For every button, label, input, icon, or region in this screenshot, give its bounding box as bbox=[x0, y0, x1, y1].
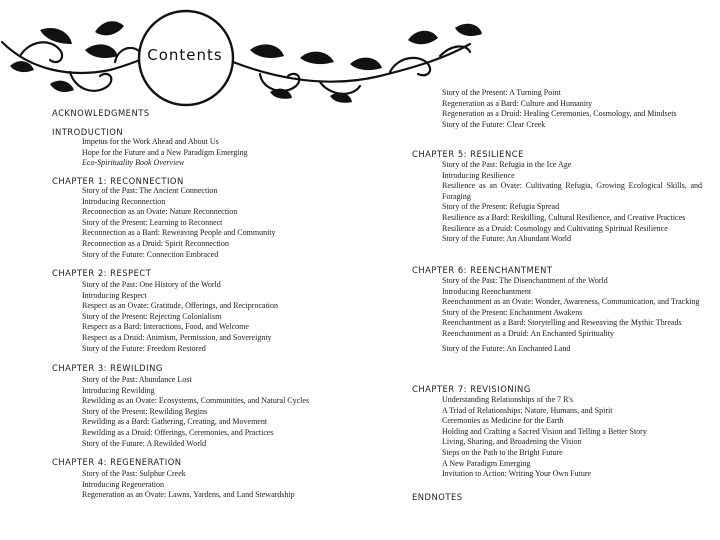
toc-entry: Story of the Present: A Turning Point bbox=[442, 88, 561, 97]
section-items bbox=[82, 137, 352, 169]
toc-entry: Hope for the Future and a New Paradigm Emerging bbox=[82, 147, 248, 157]
toc-entry: Story of the Future: Clear Creek bbox=[442, 119, 546, 129]
section-items bbox=[442, 160, 702, 245]
section-heading: CHAPTER 7: REVISIONING bbox=[412, 384, 531, 394]
toc-entry: Introducing Reenchantment bbox=[442, 286, 532, 296]
toc-entry: Respect as an Ovate: Gratitude, Offerings, and Reciprocation bbox=[82, 301, 279, 311]
toc-entry: Introducing Respect bbox=[82, 290, 147, 300]
section-items bbox=[82, 280, 352, 354]
section-heading: CHAPTER 6: REENCHANTMENT bbox=[412, 265, 553, 275]
toc-entry: Story of the Present: Rewilding Begins bbox=[82, 406, 208, 416]
toc-entry: Respect as a Bard: Interactions, Food, and Welcome bbox=[82, 322, 249, 332]
section-heading: CHAPTER 5: RESILIENCE bbox=[412, 149, 524, 159]
section-items bbox=[82, 469, 352, 501]
toc-entry: Story of the Present: Learning to Reconnect bbox=[82, 217, 223, 227]
toc-entry: Eco-Spirituality Book Overview bbox=[82, 158, 185, 168]
toc-entry: Story of the Present: Rejecting Colonialism bbox=[82, 311, 222, 321]
toc-entry: Steps on the Path to the Bright Future bbox=[442, 447, 563, 457]
toc-entry: Reenchantment as a Druid: An Enchanted Spirituality bbox=[442, 328, 614, 338]
toc-entry: Respect as a Druid: Animism, Permission, and Sovereignty bbox=[82, 332, 272, 342]
toc-entry: Impetus for the Work Ahead and About Us bbox=[82, 137, 219, 146]
toc-entry: Reconnection as a Druid: Spirit Reconnection bbox=[82, 238, 229, 248]
page-title: Contents bbox=[147, 46, 223, 64]
toc-entry: Introducing Resilience bbox=[442, 170, 515, 180]
toc-entry: Living, Sharing, and Broadening the Vision bbox=[442, 437, 582, 447]
toc-entry: Reconnection as an Ovate: Nature Reconnection bbox=[82, 207, 238, 217]
section-items bbox=[442, 276, 702, 354]
toc-entry: Understanding Relationships of the 7 R's bbox=[442, 395, 573, 404]
toc-entry: Regeneration as a Druid: Healing Ceremonies, Cosmology, and Mindsets bbox=[442, 109, 677, 119]
toc-entry: Rewilding as a Bard: Gathering, Creating, and Movement bbox=[82, 417, 268, 427]
toc-entry: A New Paradigm Emerging bbox=[442, 458, 531, 468]
section-items bbox=[442, 88, 702, 130]
section-heading: INTRODUCTION bbox=[52, 127, 124, 137]
toc-entry: Story of the Past: Sulphur Creek bbox=[82, 469, 186, 478]
toc-entry: Story of the Past: One History of the World bbox=[82, 280, 221, 289]
toc-entry: Story of the Past: The Ancient Connection bbox=[82, 186, 218, 195]
section-items bbox=[442, 395, 702, 480]
toc-entry: Story of the Past: Abundance Lost bbox=[82, 375, 192, 384]
toc-entry: Regeneration as an Ovate: Lawns, Yardens, and Land Stewardship bbox=[82, 490, 295, 500]
toc-entry: Introducing Regeneration bbox=[82, 479, 164, 489]
toc-entry: Introducing Reconnection bbox=[82, 196, 166, 206]
toc-entry: Ceremonies as Medicine for the Earth bbox=[442, 416, 564, 426]
toc-entry: Story of the Future: Connection Embraced bbox=[82, 249, 219, 259]
toc-entry: Story of the Present: Enchantment Awakens bbox=[442, 307, 583, 317]
toc-entry: Resilience as an Ovate: Cultivating Refugia, Growing Ecological Skills, and Foraging bbox=[442, 181, 702, 201]
toc-entry: Story of the Past: The Disenchantment of the World bbox=[442, 276, 608, 285]
toc-entry: Reconnection as a Bard: Reweaving People and Community bbox=[82, 228, 276, 238]
section-items bbox=[82, 186, 352, 260]
toc-entry: Holding and Crafting a Sacred Vision and Telling a Better Story bbox=[442, 426, 647, 436]
toc-entry: Resilience as a Druid: Cosmology and Cultivating Spiritual Resilience bbox=[442, 223, 668, 233]
section-heading: ENDNOTES bbox=[412, 492, 463, 502]
toc-entry: Story of the Past: Refugia in the Ice Age bbox=[442, 160, 572, 169]
toc-entry: Story of the Future: An Abundant World bbox=[442, 234, 571, 244]
toc-entry: A Triad of Relationships: Nature, Humans, and Spirit bbox=[442, 405, 613, 415]
toc-entry: Introducing Rewilding bbox=[82, 385, 155, 395]
section-heading: CHAPTER 2: RESPECT bbox=[52, 268, 152, 278]
section-heading: CHAPTER 3: REWILDING bbox=[52, 363, 163, 373]
section-items bbox=[82, 375, 352, 449]
toc-entry: Resilience as a Bard: Reskilling, Cultural Resilience, and Creative Practices bbox=[442, 212, 686, 222]
toc-entry: Rewilding as a Druid: Offerings, Ceremonies, and Practices bbox=[82, 427, 274, 437]
toc-entry: Reenchantment as an Ovate: Wonder, Awareness, Communication, and Tracking bbox=[442, 297, 700, 307]
toc-entry: Reenchantment as a Bard: Storytelling and Reweaving the Mythic Threads bbox=[442, 318, 682, 328]
toc-entry: Story of the Future: A Rewilded World bbox=[82, 438, 207, 448]
toc-entry: Story of the Future: Freedom Restored bbox=[82, 343, 206, 353]
toc-entry: Story of the Present: Refugia Spread bbox=[442, 202, 560, 212]
section-heading: CHAPTER 4: REGENERATION bbox=[52, 457, 182, 467]
toc-entry: Rewilding as an Ovate: Ecosystems, Communities, and Natural Cycles bbox=[82, 396, 310, 406]
toc-entry: Regeneration as a Bard: Culture and Humanity bbox=[442, 98, 593, 108]
section-heading: CHAPTER 1: RECONNECTION bbox=[52, 176, 184, 186]
toc-entry: Story of the Future: An Enchanted Land bbox=[442, 343, 571, 353]
section-heading: ACKNOWLEDGMENTS bbox=[52, 108, 150, 118]
toc-entry: Invitation to Action: Writing Your Own Future bbox=[442, 469, 592, 479]
